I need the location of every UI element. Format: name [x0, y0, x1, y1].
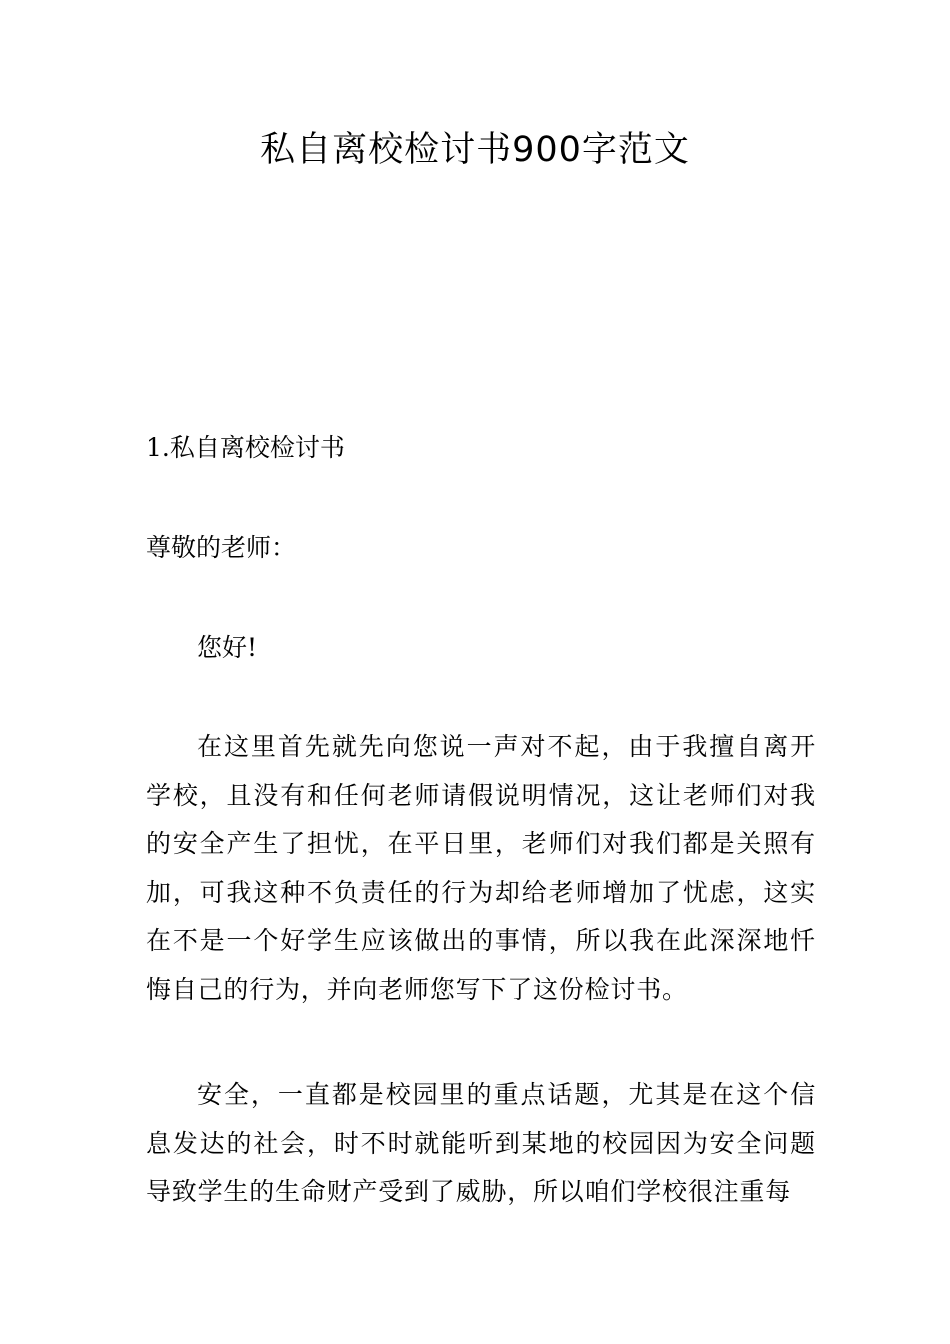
salutation: 尊敬的老师：: [146, 533, 297, 562]
body-paragraph-2: 安全，一直都是校园里的重点话题，尤其是在这个信息发达的社会，时不时就能听到某地的校园因为安全问题导致学生的生命财产受到了威胁，所以咱们学校很注重每: [146, 1080, 816, 1207]
document-title: 私自离校检讨书900字范文: [260, 130, 690, 170]
body-paragraph-1: 在这里首先就先向您说一声对不起，由于我擅自离开学校，且没有和任何老师请假说明情况，这让老师们对我的安全产生了担忧，在平日里，老师们对我们都是关照有加，可我这种不负责任的行为却给老师增加了忧虑，这实在不是一个好学生应该做出的事情，所以我在此深深地忏悔自己的行为，并向老师您写下了这份检讨书。: [146, 732, 816, 1004]
section-heading: 1.私自离校检讨书: [146, 433, 345, 462]
greeting: 您好!: [197, 633, 258, 662]
